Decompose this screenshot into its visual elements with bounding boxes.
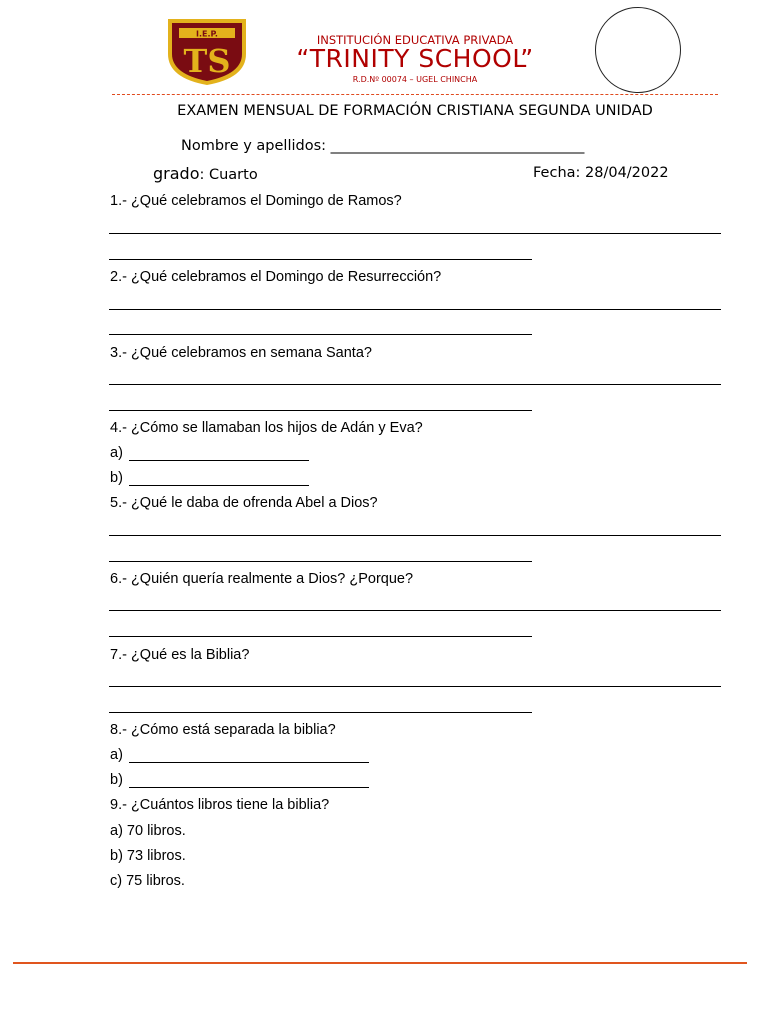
school-crest-logo bbox=[166, 16, 248, 86]
q4-option-b-line[interactable] bbox=[129, 485, 309, 486]
q9-option-c[interactable]: c) 75 libros. bbox=[110, 873, 185, 889]
q8-option-a-line[interactable] bbox=[129, 762, 369, 763]
q4-option-a-line[interactable] bbox=[129, 460, 309, 461]
grade-field bbox=[153, 164, 258, 183]
answer-line-6b[interactable] bbox=[109, 636, 532, 637]
school-name: “TRINITY SCHOOL” bbox=[296, 44, 534, 73]
answer-line-1a[interactable] bbox=[109, 233, 721, 234]
q8-option-b-label: b) bbox=[110, 772, 123, 788]
question-1: 1.- ¿Qué celebramos el Domingo de Ramos? bbox=[110, 193, 402, 209]
answer-line-7b[interactable] bbox=[109, 712, 532, 713]
score-circle bbox=[595, 7, 681, 93]
q9-option-a[interactable]: a) 70 libros. bbox=[110, 823, 186, 839]
logo-monogram: TS bbox=[183, 42, 231, 80]
q4-option-a-label: a) bbox=[110, 445, 123, 461]
answer-line-7a[interactable] bbox=[109, 686, 721, 687]
q9-option-b[interactable]: b) 73 libros. bbox=[110, 848, 186, 864]
answer-line-3a[interactable] bbox=[109, 384, 721, 385]
answer-line-2b[interactable] bbox=[109, 334, 532, 335]
answer-line-1b[interactable] bbox=[109, 259, 532, 260]
question-2: 2.- ¿Qué celebramos el Domingo de Resurrección? bbox=[110, 269, 442, 285]
resolution-number: R.D.Nº 00074 – UGEL CHINCHA bbox=[352, 75, 478, 84]
question-4: 4.- ¿Cómo se llamaban los hijos de Adán y Eva? bbox=[110, 420, 423, 436]
grade-label: grado bbox=[153, 164, 200, 183]
answer-line-3b[interactable] bbox=[109, 410, 532, 411]
answer-line-5b[interactable] bbox=[109, 561, 532, 562]
footer-divider bbox=[13, 962, 747, 964]
q8-option-b-line[interactable] bbox=[129, 787, 369, 788]
answer-line-6a[interactable] bbox=[109, 610, 721, 611]
question-5: 5.- ¿Qué le daba de ofrenda Abel a Dios? bbox=[110, 495, 378, 511]
question-3: 3.- ¿Qué celebramos en semana Santa? bbox=[110, 345, 372, 361]
answer-line-5a[interactable] bbox=[109, 535, 721, 536]
exam-title: EXAMEN MENSUAL DE FORMACIÓN CRISTIANA SEGUNDA UNIDAD bbox=[177, 103, 653, 119]
question-9: 9.- ¿Cuántos libros tiene la biblia? bbox=[110, 797, 330, 813]
answer-line-2a[interactable] bbox=[109, 309, 721, 310]
question-6: 6.- ¿Quién quería realmente a Dios? ¿Porque? bbox=[110, 571, 414, 587]
q4-option-b-label: b) bbox=[110, 470, 123, 486]
exam-date: Fecha: 28/04/2022 bbox=[533, 165, 669, 181]
question-7: 7.- ¿Qué es la Biblia? bbox=[110, 647, 250, 663]
student-name-field[interactable]: Nombre y apellidos: ___________________________________ bbox=[181, 138, 585, 154]
question-8: 8.- ¿Cómo está separada la biblia? bbox=[110, 722, 336, 738]
institution-type: INSTITUCIÓN EDUCATIVA PRIVADA bbox=[316, 33, 514, 47]
logo-text: I.E.P. bbox=[196, 29, 218, 39]
header-divider bbox=[112, 94, 718, 95]
q8-option-a-label: a) bbox=[110, 747, 123, 763]
grade-value: : Cuarto bbox=[199, 167, 258, 183]
